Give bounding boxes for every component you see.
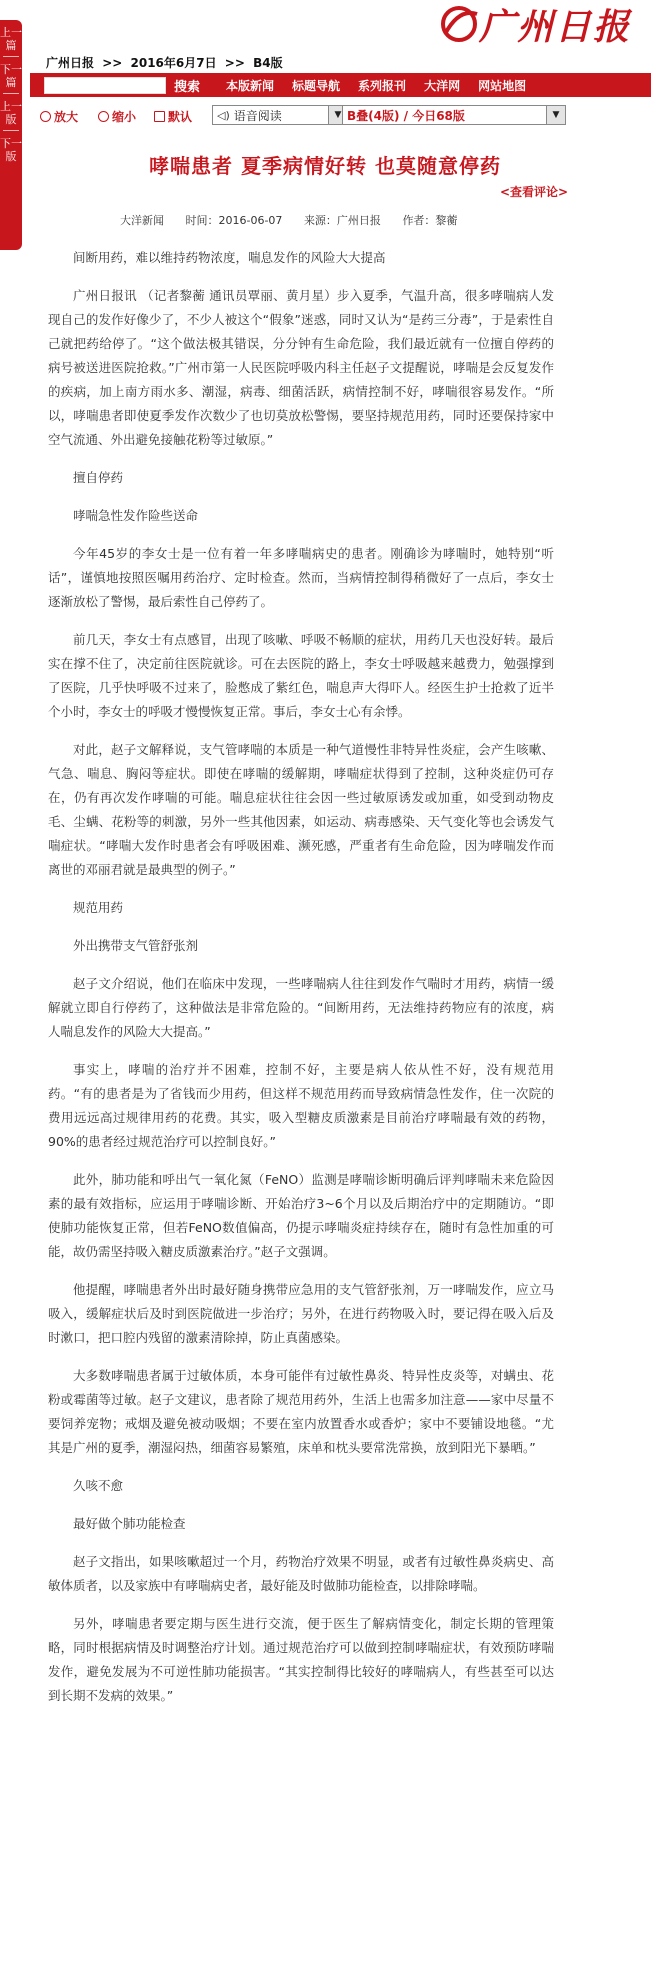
meta-author: 作者：黎蘅 (402, 214, 458, 227)
speaker-icon: ◁) (217, 108, 230, 122)
default-size-label: 默认 (168, 110, 193, 124)
side-nav (0, 20, 22, 250)
view-comment-link[interactable]: <查看评论> (500, 185, 569, 199)
breadcrumb-paper[interactable]: 广州日报 (46, 56, 95, 70)
article-paragraph: 对此，赵子文解释说，支气管哮喘的本质是一种气道慢性非特异性炎症，会产生咳嗽、气急、喘息、胸闷等症状。即使在哮喘的缓解期，哮喘症状得到了控制，这种炎症仍可存在，仍有再次发作哮喘的可能。喘息症状往往会因一些过敏原诱发或加重，如受到动物皮毛、尘螨、花粉等的刺激，另外一些其他因素，如运动、病毒感染、天气变化等也会诱发气喘症状。“哮喘大发作时患者会有呼吸困难、濒死感，严重者有生命危险，因为哮喘发作而离世的邓丽君就是最典型的例子。” (48, 742, 554, 877)
article-title: 哮喘患者 夏季病情好转 也莫随意停药 (149, 154, 501, 178)
nav-link-dayoo[interactable]: 大洋网 (424, 78, 461, 93)
prev-article-link[interactable]: 上一篇 (0, 26, 22, 52)
nav-link-series[interactable]: 系列报刊 (358, 78, 407, 93)
breadcrumb (46, 54, 287, 71)
document-icon (154, 111, 165, 122)
article-paragraph: 大多数哮喘患者属于过敏体质，本身可能伴有过敏性鼻炎、特异性皮炎等，对螨虫、花粉或霉菌等过敏。赵子文建议，患者除了规范用药外，生活上也需多加注意——家中尽量不要饲养宠物；戒烟及避免被动吸烟；不要在室内放置香水或香炉；家中不要铺设地毯。“尤其是广州的夏季，潮湿闷热，细菌容易繁殖，床单和枕头要常洗常换，放到阳光下暴晒。” (48, 1368, 554, 1455)
article-body (48, 246, 554, 1722)
nav-link-page-news[interactable]: 本版新闻 (226, 78, 275, 93)
prev-page-link[interactable]: 上一版 (0, 100, 22, 126)
article-paragraph: 他提醒，哮喘患者外出时最好随身携带应急用的支气管舒张剂，万一哮喘发作，应立马吸入，缓解症状后及时到医院做进一步治疗；另外，在进行药物吸入时，要记得在吸入后及时漱口，把口腔内残留的激素清除掉，防止真菌感染。 (48, 1282, 554, 1345)
nav-link-headline-nav[interactable]: 标题导航 (292, 78, 341, 93)
article-paragraph: 赵子文指出，如果咳嗽超过一个月，药物治疗效果不明显，或者有过敏性鼻炎病史、高敏体质者，以及家族中有哮喘病史者，最好能及时做肺功能检查，以排除哮喘。 (48, 1554, 554, 1593)
voice-read-value: 语音阅读 (233, 108, 282, 123)
breadcrumb-separator: >> (224, 56, 245, 70)
section-subheading: 哮喘急性发作险些送命 (73, 508, 199, 523)
breadcrumb-separator: >> (102, 56, 123, 70)
search-input[interactable] (44, 77, 166, 94)
magnifier-plus-icon (40, 111, 51, 122)
logo-text: 广州日报 (478, 5, 631, 48)
article-paragraph: 前几天，李女士有点感冒，出现了咳嗽、呼吸不畅顺的症状，用药几天也没好转。最后实在撑不住了，决定前往医院就诊。可在去医院的路上，李女士呼吸越来越费力，勉强撑到了医院，几乎快呼吸不过来了，脸憋成了紫红色，喘息声大得吓人。经医生护士抢救了近半个小时，李女士的呼吸才慢慢恢复正常。事后，李女士心有余悸。 (48, 632, 554, 719)
logo-swoosh-icon (439, 4, 479, 44)
logo[interactable] (439, 4, 631, 48)
main-navbar (30, 73, 651, 97)
chevron-down-icon[interactable]: ▼ (546, 106, 565, 124)
section-subheading: 外出携带支气管舒张剂 (73, 938, 199, 953)
meta-source: 来源：广州日报 (303, 214, 381, 227)
issue-select-value: B叠(4版) / 今日68版 (347, 108, 465, 123)
header (30, 0, 651, 70)
article-meta (120, 212, 475, 228)
article-paragraph: 此外，肺功能和呼出气一氧化氮（FeNO）监测是哮喘诊断明确后评判哮喘未来危险因素的最有效指标，应运用于哮喘诊断、开始治疗3~6个月以及后期治疗中的定期随访。“即使肺功能恢复正常，但若FeNO数值偏高，仍提示哮喘炎症持续存在，随时有急性加重的可能，故仍需坚持吸入糖皮质激素治疗。”赵子文强调。 (48, 1172, 554, 1259)
section-heading: 擅自停药 (73, 470, 124, 485)
default-size-button[interactable] (154, 108, 192, 125)
article-paragraph: 事实上，哮喘的治疗并不困难，控制不好，主要是病人依从性不好，没有规范用药。“有的患者是为了省钱而少用药，但这样不规范用药而导致病情急性发作，住一次院的费用远远高过规律用药的花费。其实，吸入型糖皮质激素是目前治疗哮喘最有效的药物，90%的患者经过规范治疗可以控制良好。” (48, 1062, 554, 1149)
next-article-link[interactable]: 下一篇 (0, 63, 22, 89)
meta-source-site: 大洋新闻 (120, 214, 164, 227)
zoom-in-button[interactable] (40, 108, 78, 125)
breadcrumb-date[interactable]: 2016年6月7日 (130, 56, 217, 70)
section-heading: 久咳不愈 (73, 1478, 124, 1493)
next-page-link[interactable]: 下一版 (0, 137, 22, 163)
meta-time: 时间：2016-06-07 (185, 214, 283, 227)
section-subheading: 最好做个肺功能检查 (73, 1516, 186, 1531)
article-paragraph: 广州日报讯 （记者黎蘅 通讯员覃丽、黄月星）步入夏季，气温升高，很多哮喘病人发现自己的发作好像少了，不少人被这个“假象”迷惑，同时又认为“是药三分毒”，于是索性自己就把药给停了。“这个做法极其错误，分分钟有生命危险，我们最近就有一位擅自停药的病号被送进医院抢救。”广州市第一人民医院呼吸内科主任赵子文提醒说，哮喘是会反复发作的疾病，加上南方雨水多、潮湿，病毒、细菌活跃，病情控制不好，哮喘很容易发作。“所以，哮喘患者即使夏季发作次数少了也切莫放松警惕，要坚持规范用药，同时还要保持家中空气流通、外出避免接触花粉等过敏原。” (48, 288, 554, 447)
article-paragraph: 今年45岁的李女士是一位有着一年多哮喘病史的患者。刚确诊为哮喘时，她特别“听话”，谨慎地按照医嘱用药治疗、定时检查。然而，当病情控制得稍微好了一点后，李女士逐渐放松了警惕，最后索性自己停药了。 (48, 546, 554, 609)
search-button[interactable]: 搜索 (174, 79, 201, 95)
toolbar (30, 104, 651, 130)
chevron-down-icon[interactable]: ▼ (328, 106, 347, 124)
zoom-in-label: 放大 (54, 110, 79, 124)
zoom-out-label: 缩小 (112, 110, 137, 124)
voice-read-select[interactable] (212, 105, 348, 125)
magnifier-minus-icon (98, 111, 109, 122)
article-lead: 间断用药，难以维持药物浓度，喘息发作的风险大大提高 (73, 250, 386, 265)
breadcrumb-page[interactable]: B4版 (253, 56, 283, 70)
section-heading: 规范用药 (73, 900, 124, 915)
nav-link-sitemap[interactable]: 网站地图 (478, 78, 527, 93)
issue-select[interactable] (342, 105, 566, 125)
article-paragraph: 赵子文介绍说，他们在临床中发现，一些哮喘病人往往到发作气喘时才用药，病情一缓解就立即自行停药了，这种做法是非常危险的。“间断用药，无法维持药物应有的浓度，病人喘息发作的风险大大提高。” (48, 976, 554, 1039)
zoom-out-button[interactable] (98, 108, 136, 125)
article-paragraph: 另外，哮喘患者要定期与医生进行交流，便于医生了解病情变化，制定长期的管理策略，同时根据病情及时调整治疗计划。通过规范治疗可以做到控制哮喘症状，有效预防哮喘发作，避免发展为不可逆性肺功能损害。“其实控制得比较好的哮喘病人，有些甚至可以达到长期不发病的效果。” (48, 1616, 554, 1703)
